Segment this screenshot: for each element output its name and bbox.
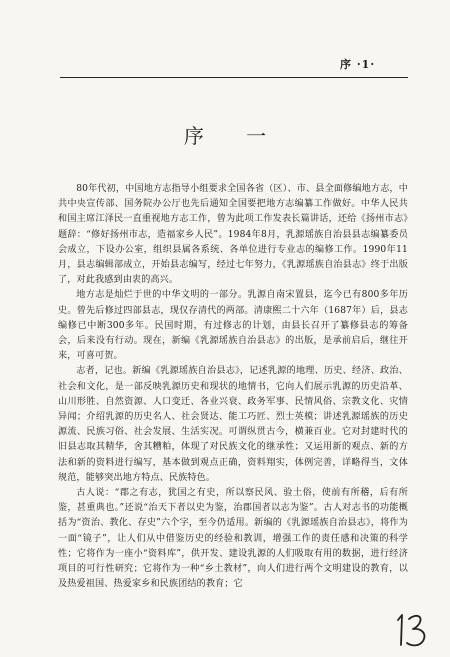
- section-title: 序 一: [183, 124, 285, 148]
- header-rule: [60, 77, 408, 78]
- handwritten-page-number: [392, 610, 434, 650]
- body-text: [58, 182, 408, 592]
- paragraph-2: 地方志是灿烂于世的中华文明的一部分。乳源自南宋置县，迄今已有800多年历史。曾先后修过四部县志，现仅存清代的两部。清康熙二十六年（1687年）后，县志编修已中断300多年。民国时期，有过修志的计划，由县长召开了纂修县志的筹备会，后来没有行动。现在，新编《乳源瑶族自治县志》的出版，是承前启后，继往开来，可喜可贺。: [58, 290, 408, 362]
- running-header: 序 ·1·: [340, 58, 376, 71]
- paragraph-4: 古人说：“郡之有志，犹国之有史，所以察民风、验土俗，使前有所稽，后有所鉴，甚重典也。”还说“治天下者以史为鉴，治郡国者以志为鉴”。古人对志书的功能概括为“资治、教化、存史”六个字，至今仍适用。新编的《乳源瑶族自治县志》，将作为一面“镜子”，让人们从中借鉴历史的经验和教训，增强工作的责任感和决策的科学性；它将作为一座小“资料库”，供开发、建设乳源的人们吸取有用的数据，进行经济项目的可行性研究；它将作为一种“乡土教材”，向人们进行两个文明建设的教育，以及热爱祖国、热爱家乡和民族团结的教育；它: [58, 488, 408, 590]
- paragraph-3: 志者，记也。新编《乳源瑶族自治县志》，记述乳源的地理、历史、经济、政治、社会和文化，是一部反映乳源历史和现状的地情书，它向人们展示乳源的历史沿革、山川形胜、自然资源、人口变迁、各业兴衰、政务军事、民情风俗、宗教文化、灾情异闻；介绍乳源的历史名人、社会贤达、能工巧匠、烈士英模；讲述乳源瑶族的历史源流、民族习俗、社会发展、生活实况。可谓纵贯古今，横兼百业。它对封建时代的旧县志取其精华，舍其糟粕，体现了对民族文化的继承性；又运用新的观点、新的方法和新的资料进行编写，基本做到观点正确，资料翔实，体例完善，详略得当，文体规范，能够突出地方特点、民族特色。: [58, 366, 408, 483]
- paragraph-1: 80年代初，中国地方志指导小组要求全国各省（区）、市、县全面修编地方志，中共中央宣传部、国务院办公厅也先后通知全国要把地方志编纂工作做好。中华人民共和国主席江泽民一直重视地方志工作，曾为此项工作发表长篇讲话，还给《扬州市志》题辞：“修好扬州市志，造福家乡人民”。1984年8月，乳源瑶族自治县县志编纂委员会成立，下设办公室，组织县属各系统、各单位进行专业志的编修工作。1990年11月，县志编辑部成立，开始县志编写，经过七年努力，《乳源瑶族自治县志》终于出版了，对此我感到由衷的高兴。: [58, 184, 408, 286]
